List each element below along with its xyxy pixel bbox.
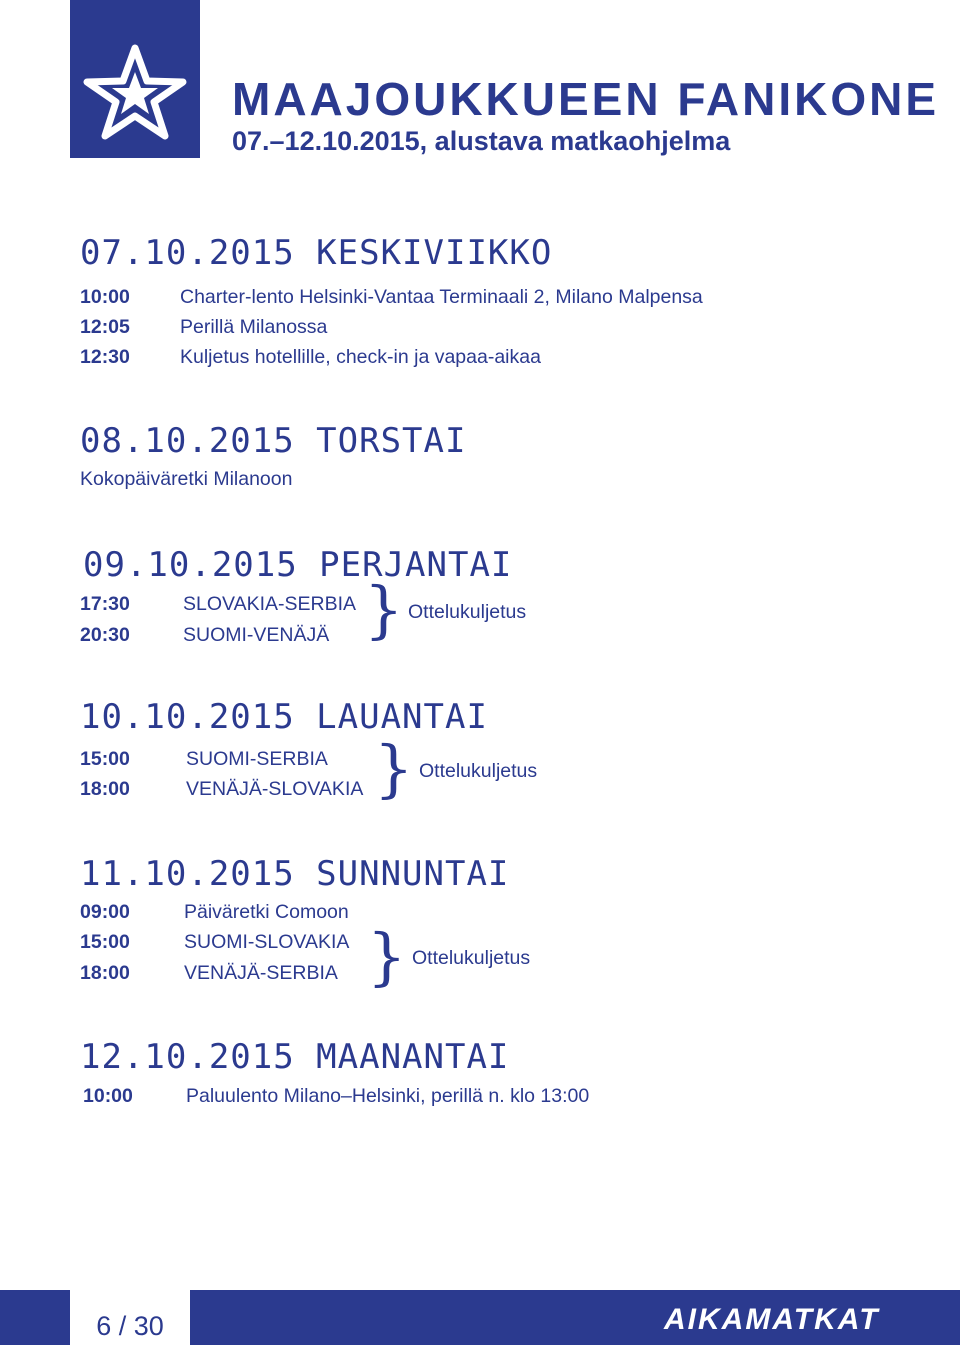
logo-box — [70, 0, 200, 158]
brand-logo: AIKAMATKAT — [664, 1303, 880, 1336]
schedule-text: VENÄJÄ-SERBIA — [184, 962, 338, 984]
schedule-time: 18:00 — [80, 778, 130, 800]
transport-note: Ottelukuljetus — [408, 601, 527, 623]
schedule-time: 12:30 — [80, 346, 130, 368]
page-number: 6 / 30 — [70, 1290, 190, 1345]
schedule-time: 10:00 — [83, 1085, 133, 1107]
schedule-text: Perillä Milanossa — [180, 316, 328, 338]
curly-brace-icon: } — [364, 573, 404, 646]
schedule-row — [83, 1081, 763, 1111]
schedule-text: Kuljetus hotellille, check-in ja vapaa-aikaa — [180, 346, 541, 368]
transport-note: Ottelukuljetus — [412, 947, 531, 969]
schedule-row — [80, 744, 390, 774]
schedule-row — [80, 589, 380, 619]
day-note: Kokopäiväretki Milanoon — [80, 468, 293, 490]
schedule-row — [80, 282, 880, 312]
day-heading: 07.10.2015 KESKIVIIKKO — [80, 233, 553, 273]
curly-brace-icon: } — [367, 920, 407, 993]
schedule-time: 10:00 — [80, 286, 130, 308]
star-icon — [82, 42, 188, 142]
schedule-text: SUOMI-VENÄJÄ — [183, 624, 330, 646]
schedule-row — [80, 342, 880, 372]
schedule-text: Charter-lento Helsinki-Vantaa Terminaali 2, Milano Malpensa — [180, 286, 703, 308]
schedule-text: SLOVAKIA-SERBIA — [183, 593, 357, 615]
day-heading: 10.10.2015 LAUANTAI — [80, 697, 488, 737]
schedule-time: 09:00 — [80, 901, 130, 923]
day-heading: 12.10.2015 MAANANTAI — [80, 1037, 510, 1077]
transport-note: Ottelukuljetus — [419, 760, 538, 782]
day-heading: 09.10.2015 PERJANTAI — [83, 545, 513, 585]
day-heading: 11.10.2015 SUNNUNTAI — [80, 854, 510, 894]
page-title: MAAJOUKKUEEN FANIKONE — [232, 73, 940, 125]
schedule-text: SUOMI-SERBIA — [186, 748, 328, 770]
schedule-row — [80, 897, 390, 927]
schedule-row — [80, 927, 390, 957]
schedule-time: 20:30 — [80, 624, 130, 646]
day-heading: 08.10.2015 TORSTAI — [80, 421, 467, 461]
schedule-time: 17:30 — [80, 593, 130, 615]
curly-brace-icon: } — [374, 732, 414, 805]
schedule-text: Päiväretki Comoon — [184, 901, 349, 923]
page-subtitle: 07.–12.10.2015, alustava matkaohjelma — [232, 126, 731, 156]
schedule-text: Paluulento Milano–Helsinki, perillä n. klo 13:00 — [186, 1085, 590, 1107]
schedule-row — [80, 312, 880, 342]
schedule-text: SUOMI-SLOVAKIA — [184, 931, 350, 953]
schedule-row — [80, 958, 390, 988]
schedule-text: VENÄJÄ-SLOVAKIA — [186, 778, 364, 800]
schedule-time: 15:00 — [80, 748, 130, 770]
schedule-time: 15:00 — [80, 931, 130, 953]
schedule-time: 18:00 — [80, 962, 130, 984]
schedule-row — [80, 774, 390, 804]
schedule-time: 12:05 — [80, 316, 130, 338]
schedule-row — [80, 620, 380, 650]
